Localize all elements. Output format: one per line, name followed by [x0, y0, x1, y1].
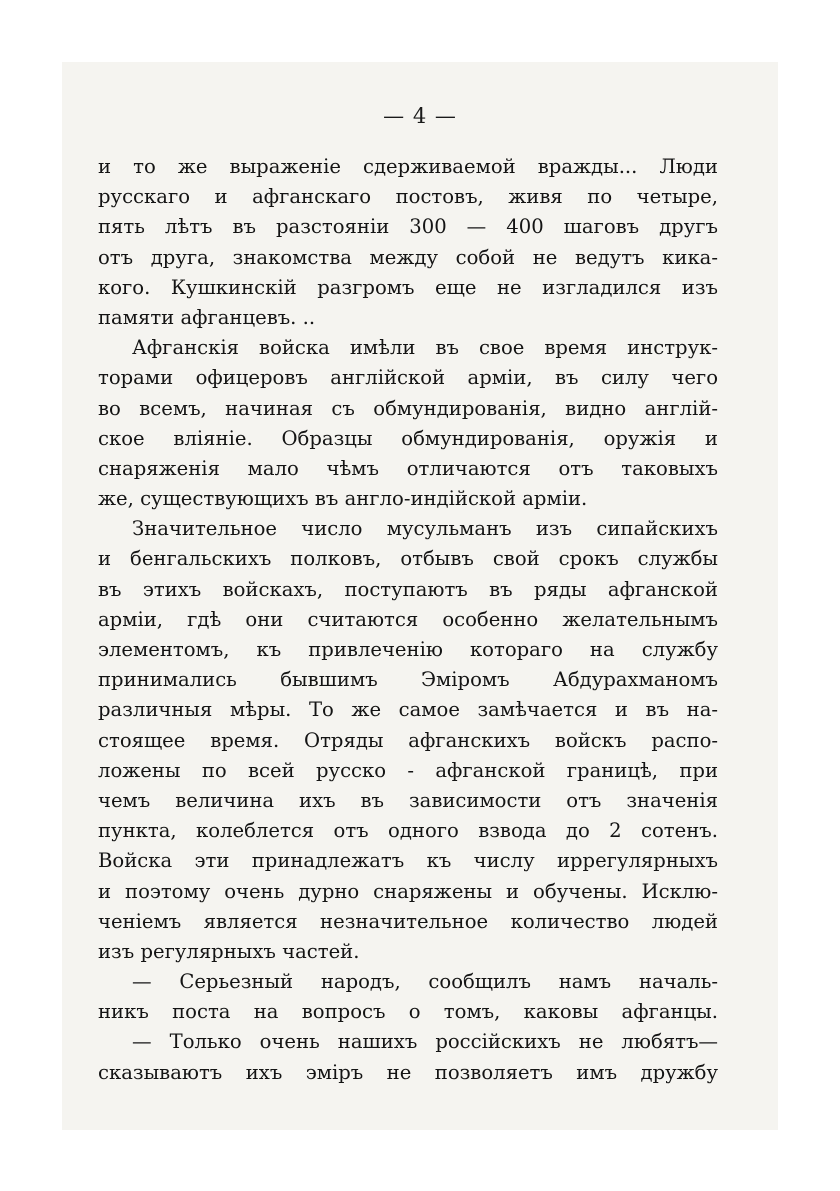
- text-line: никъ поста на вопросъ о томъ, каковы афганцы.: [98, 1000, 718, 1024]
- text-line: Афганскія войска имѣли въ свое время инструк-: [132, 336, 718, 360]
- text-line: же, существующихъ въ англо-индійской арміи.: [98, 487, 588, 511]
- text-line: принимались бывшимъ Эміромъ Абдурахманомъ: [98, 668, 718, 692]
- text-line: и поэтому очень дурно снаряжены и обучены. Исклю-: [98, 879, 718, 903]
- text-line: кого. Кушкинскій разгромъ еще не изгладился изъ: [98, 275, 718, 299]
- text-line: пять лѣтъ въ разстояніи 300 — 400 шаговъ другъ: [98, 215, 718, 239]
- text-line: элементомъ, къ привлеченію котораго на службу: [98, 638, 718, 661]
- text-line: снаряженія мало чѣмъ отличаются отъ таковыхъ: [98, 456, 718, 480]
- text-line: Войска эти принадлежатъ къ числу иррегулярныхъ: [98, 849, 718, 873]
- text-line: стоящее время. Отряды афганскихъ войскъ распо-: [98, 728, 718, 752]
- text-line: различныя мѣры. То же самое замѣчается и въ на-: [98, 698, 718, 722]
- text-line: и бенгальскихъ полковъ, отбывъ свой срокъ службы: [98, 547, 718, 571]
- text-line: ское вліяніе. Образцы обмундированія, оружія и: [98, 426, 718, 450]
- text-line: пункта, колеблется отъ одного взвода до 2 сотенъ.: [98, 819, 718, 843]
- text-line: изъ регулярныхъ частей.: [98, 939, 360, 963]
- text-line: въ этихъ войскахъ, поступаютъ въ ряды афганской: [98, 577, 718, 601]
- text-line: Значительное число мусульманъ изъ сипайскихъ: [132, 517, 718, 541]
- text-line: русскаго и афганскаго постовъ, живя по четыре,: [98, 185, 718, 209]
- text-line: и то же выраженіе сдерживаемой вражды... Люди: [98, 155, 718, 178]
- text-line: арміи, гдѣ они считаются особенно желательнымъ: [98, 607, 718, 631]
- text-line: чемъ величина ихъ въ зависимости отъ значенія: [98, 788, 718, 812]
- text-line: сказываютъ ихъ эміръ не позволяетъ имъ дружбу: [98, 1060, 718, 1084]
- text-line: ложены по всей русско - афганской границѣ, при: [98, 758, 718, 782]
- text-line: — Только очень нашихъ россійскихъ не любятъ—: [132, 1030, 718, 1054]
- body-text: [98, 152, 718, 1088]
- text-line: — Серьезный народъ, сообщилъ намъ началь-: [132, 970, 718, 994]
- text-line: отъ друга, знакомства между собой не ведутъ кика-: [98, 245, 718, 269]
- text-line: во всемъ, начиная съ обмундированія, видно англій-: [98, 396, 718, 420]
- page-number: — 4 —: [383, 104, 457, 128]
- text-line: ченіемъ является незначительное количество людей: [98, 909, 718, 933]
- text-line: торами офицеровъ англійской арміи, въ силу чего: [98, 366, 718, 390]
- text-line: памяти афганцевъ. ..: [98, 305, 316, 329]
